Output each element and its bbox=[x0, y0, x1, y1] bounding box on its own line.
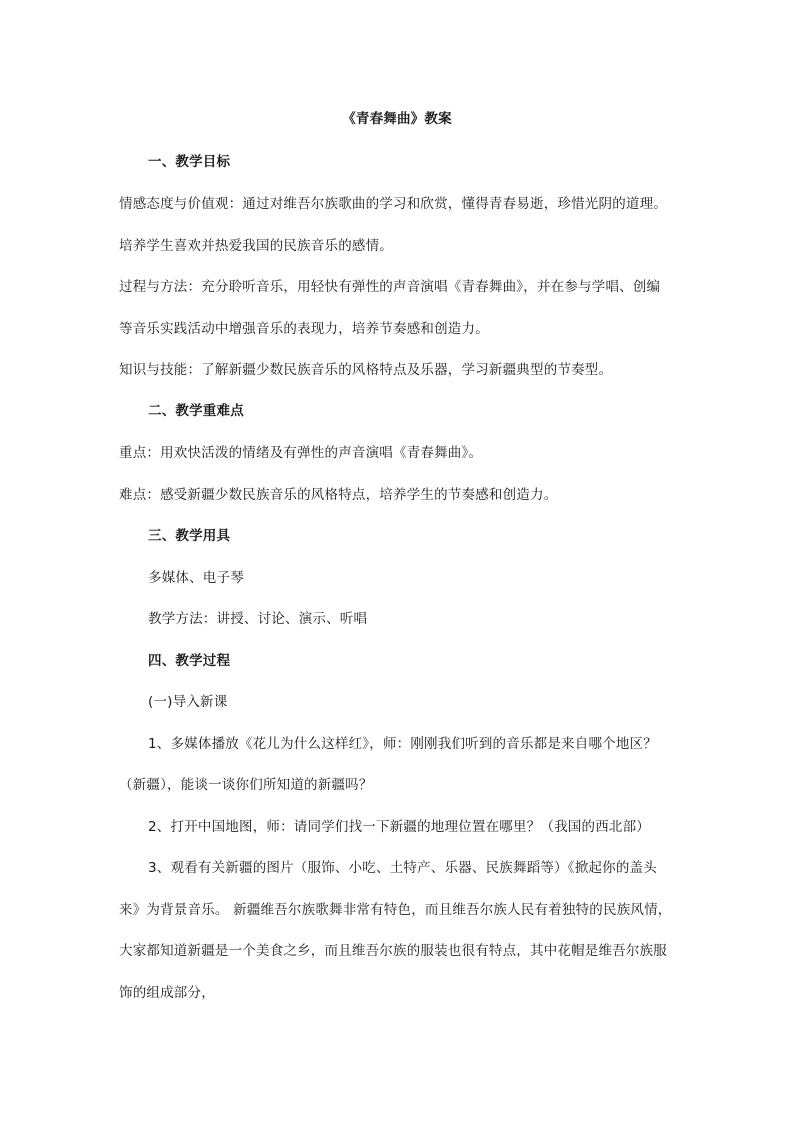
paragraph-line: 3、观看有关新疆的图片（服饰、小吃、土特产、乐器、民族舞蹈等）《掀起你的盖头 bbox=[148, 860, 657, 876]
section-heading-process: 四、教学过程 bbox=[148, 653, 231, 669]
section-heading-materials: 三、教学用具 bbox=[148, 528, 231, 544]
paragraph-line: 2、打开中国地图，师：请同学们找一下新疆的地理位置在哪里？（我国的西北部） bbox=[148, 819, 650, 835]
paragraph-line: 多媒体、电子琴 bbox=[148, 570, 244, 586]
paragraph-line: 来》为背景音乐。 新疆维吾尔族歌舞非常有特色，而且维吾尔族人民有着独特的民族风情， bbox=[119, 902, 672, 918]
paragraph-line: （新疆），能谈一谈你们所知道的新疆吗？ bbox=[119, 777, 373, 793]
paragraph-line: 知识与技能：了解新疆少数民族音乐的风格特点及乐器，学习新疆典型的节奏型。 bbox=[119, 362, 613, 378]
paragraph-line: 教学方法：讲授、讨论、演示、听唱 bbox=[148, 611, 368, 627]
paragraph-line: 重点：用欢快活泼的情绪及有弹性的声音演唱《青春舞曲》。 bbox=[119, 445, 483, 461]
paragraph-line: 培养学生喜欢并热爱我国的民族音乐的感情。 bbox=[119, 238, 393, 254]
section-heading-objectives: 一、教学目标 bbox=[148, 154, 231, 170]
paragraph-line: 饰的组成部分， bbox=[119, 985, 215, 1001]
paragraph-line: (一)导入新课 bbox=[148, 694, 228, 710]
paragraph-line: 难点：感受新疆少数民族音乐的风格特点，培养学生的节奏感和创造力。 bbox=[119, 487, 558, 503]
paragraph-line: 情感态度与价值观：通过对维吾尔族歌曲的学习和欣赏，懂得青春易逝，珍惜光阴的道理。 bbox=[119, 196, 667, 212]
paragraph-line: 过程与方法：充分聆听音乐，用轻快有弹性的声音演唱《青春舞曲》，并在参与学唱、创编 bbox=[119, 279, 661, 295]
section-heading-key-points: 二、教学重难点 bbox=[148, 403, 244, 419]
paragraph-line: 1、多媒体播放《花儿为什么这样红》，师：刚刚我们听到的音乐都是来自哪个地区？ bbox=[148, 736, 657, 752]
document-title: 《青春舞曲》教案 bbox=[342, 111, 452, 127]
paragraph-line: 大家都知道新疆是一个美食之乡，而且维吾尔族的服装也很有特点，其中花帽是维吾尔族服 bbox=[119, 943, 667, 959]
paragraph-line: 等音乐实践活动中增强音乐的表现力，培养节奏感和创造力。 bbox=[119, 321, 489, 337]
